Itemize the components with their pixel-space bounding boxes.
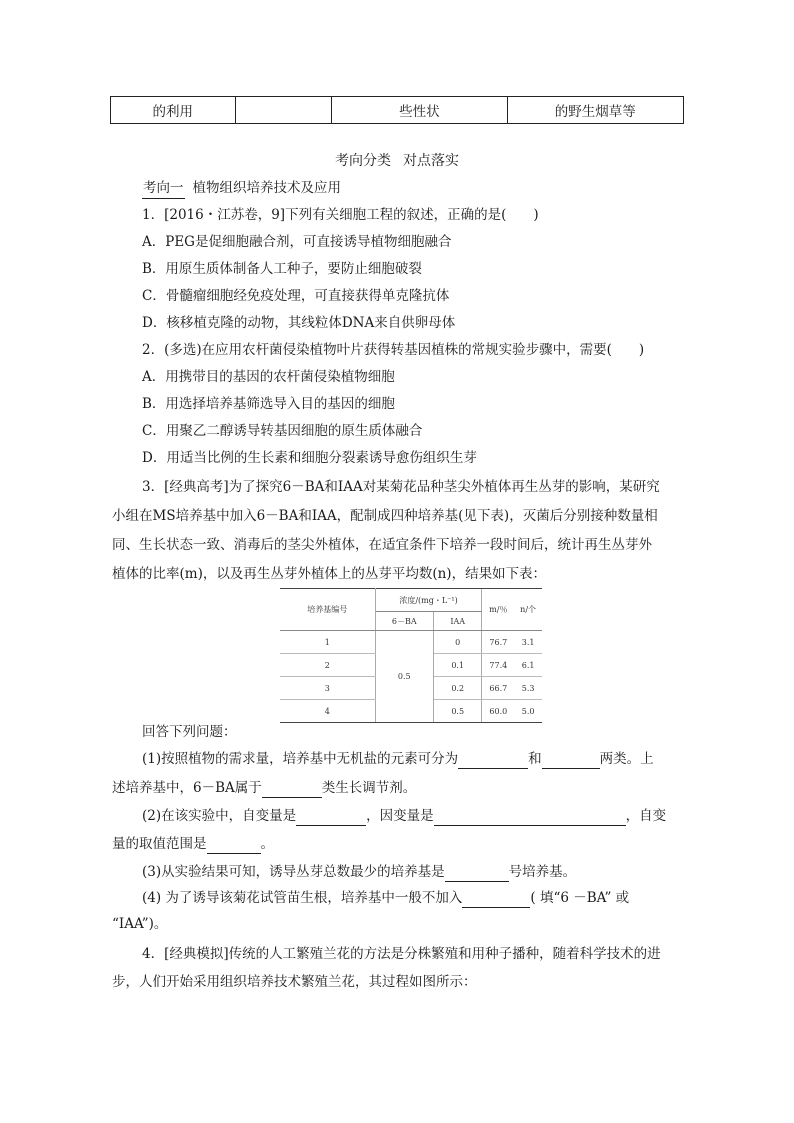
table-cell: 的利用 xyxy=(111,97,236,123)
sub-question-2-line-1 xyxy=(142,806,666,826)
answer-blank[interactable] xyxy=(458,752,528,769)
cell-n: 6.1 xyxy=(514,654,542,677)
sub-question-1-line-2 xyxy=(112,778,416,798)
cell-6ba: 0.5 xyxy=(375,631,433,723)
question-3-line-3: 同、生长状态一致、消毒后的茎尖外植体，在适宜条件下培养一段时间后，统计再生丛芽外 xyxy=(112,537,652,553)
cell-id: 4 xyxy=(280,700,375,723)
sub1-text-c: 两类。上 xyxy=(599,751,654,767)
cell-n: 5.3 xyxy=(514,677,542,700)
question-1-option-a: A．PEG是促细胞融合剂，可直接诱导植物细胞融合 xyxy=(142,234,452,250)
question-1-option-c: C．骨髓瘤细胞经免疫处理，可直接获得单克隆抗体 xyxy=(142,288,450,304)
sub4-text-a: (4) 为了诱导该菊花试管苗生根，培养基中一般不加入 xyxy=(142,890,463,906)
question-2-option-d: D．用适当比例的生长素和细胞分裂素诱导愈伤组织生芽 xyxy=(142,450,477,466)
table-cell: 些性状 xyxy=(332,97,507,123)
top-table-fragment xyxy=(110,96,684,124)
answer-blank[interactable] xyxy=(434,809,626,826)
sub-question-4-line-1 xyxy=(142,888,629,908)
sub-question-2-line-2 xyxy=(112,834,274,854)
cell-id: 2 xyxy=(280,654,375,677)
answer-blank[interactable] xyxy=(462,891,530,908)
question-3-line-4: 植体的比率(m)，以及再生丛芽外植体上的丛芽平均数(n)，结果如下表： xyxy=(112,566,547,582)
cell-m: 60.0 xyxy=(482,700,514,723)
sub3-text-b: 号培养基。 xyxy=(508,864,577,880)
sub1-text-e: 类生长调节剂。 xyxy=(321,780,417,796)
answer-blank[interactable] xyxy=(296,809,366,826)
sub2-text-d: 量的取值范围是 xyxy=(112,836,207,852)
sub3-text-a: (3)从实验结果可知，诱导丛芽总数最少的培养基是 xyxy=(142,864,445,880)
cell-id: 3 xyxy=(280,677,375,700)
sub2-text-c: ，自变 xyxy=(625,808,667,824)
sub2-text-b: ，因变量是 xyxy=(366,808,434,824)
sub2-text-a: (2)在该实验中，自变量是 xyxy=(142,808,297,824)
sub2-text-e: 。 xyxy=(260,836,274,852)
cell-m: 76.7 xyxy=(482,631,514,654)
header-iaa: IAA xyxy=(433,612,482,631)
sub-question-1-line-1 xyxy=(142,749,654,769)
cell-iaa: 0.1 xyxy=(433,654,482,677)
direction-heading xyxy=(142,178,341,199)
question-4-line-2: 步，人们开始采用组织培养技术繁殖兰花，其过程如图所示： xyxy=(112,974,477,990)
table-cell xyxy=(236,97,333,123)
question-3-line-1: 3．[经典高考]为了探究6－BA和IAA对某菊花品种茎尖外植体再生丛芽的影响，某研究 xyxy=(142,479,660,495)
sub4-text-b: ( 填“6 －BA” 或 xyxy=(530,890,630,906)
header-6ba: 6－BA xyxy=(375,612,433,631)
answer-blank[interactable] xyxy=(207,837,261,854)
header-medium-id: 培养基编号 xyxy=(280,589,375,631)
direction-tag: 考向一 xyxy=(142,178,185,199)
question-3-line-2: 小组在MS培养基中加入6－BA和IAA，配制成四种培养基(见下表)，灭菌后分别接种数量相 xyxy=(112,508,658,524)
answer-prompt: 回答下列问题： xyxy=(142,724,237,740)
cell-iaa: 0.5 xyxy=(433,700,482,723)
section-title-right: 对点落实 xyxy=(403,153,459,169)
sub1-text-a: (1)按照植物的需求量，培养基中无机盐的元素可分为 xyxy=(142,751,459,767)
question-1-stem: 1．[2016・江苏卷，9]下列有关细胞工程的叙述，正确的是( ) xyxy=(142,207,539,223)
experiment-table xyxy=(280,588,542,723)
question-2-stem: 2．(多选)在应用农杆菌侵染植物叶片获得转基因植株的常规实验步骤中，需要( ) xyxy=(142,342,645,358)
cell-n: 3.1 xyxy=(514,631,542,654)
sub1-text-b: 和 xyxy=(528,751,542,767)
answer-blank[interactable] xyxy=(542,752,600,769)
cell-id: 1 xyxy=(280,631,375,654)
direction-title: 植物组织培养技术及应用 xyxy=(192,180,341,196)
question-2-option-b: B．用选择培养基筛选导入目的基因的细胞 xyxy=(142,396,395,412)
question-2-option-c: C．用聚乙二醇诱导转基因细胞的原生质体融合 xyxy=(142,423,423,439)
question-1-option-d: D．核移植克隆的动物，其线粒体DNA来自供卵母体 xyxy=(142,315,456,331)
question-4-line-1: 4．[经典模拟]传统的人工繁殖兰花的方法是分株繁殖和用种子播种，随着科学技术的进 xyxy=(142,946,661,962)
answer-blank[interactable] xyxy=(445,865,509,882)
cell-n: 5.0 xyxy=(514,700,542,723)
cell-m: 77.4 xyxy=(482,654,514,677)
header-concentration: 浓度/(mg・L⁻¹) xyxy=(375,589,482,612)
cell-iaa: 0 xyxy=(433,631,482,654)
cell-iaa: 0.2 xyxy=(433,677,482,700)
cell-m: 66.7 xyxy=(482,677,514,700)
sub-question-4-line-2: “IAA”)。 xyxy=(112,916,168,932)
table-row xyxy=(280,631,542,654)
section-title xyxy=(0,151,794,171)
section-title-left: 考向分类 xyxy=(335,153,391,169)
question-1-option-b: B．用原生质体制备人工种子，要防止细胞破裂 xyxy=(142,261,422,277)
header-n: n/个 xyxy=(514,589,542,631)
table-cell: 的野生烟草等 xyxy=(554,104,636,120)
question-2-option-a: A．用携带目的基因的农杆菌侵染植物细胞 xyxy=(142,369,395,385)
sub-question-3 xyxy=(142,862,576,882)
answer-blank[interactable] xyxy=(262,781,322,798)
sub1-text-d: 述培养基中，6－BA属于 xyxy=(112,780,262,796)
header-m: m/％ xyxy=(482,589,514,631)
